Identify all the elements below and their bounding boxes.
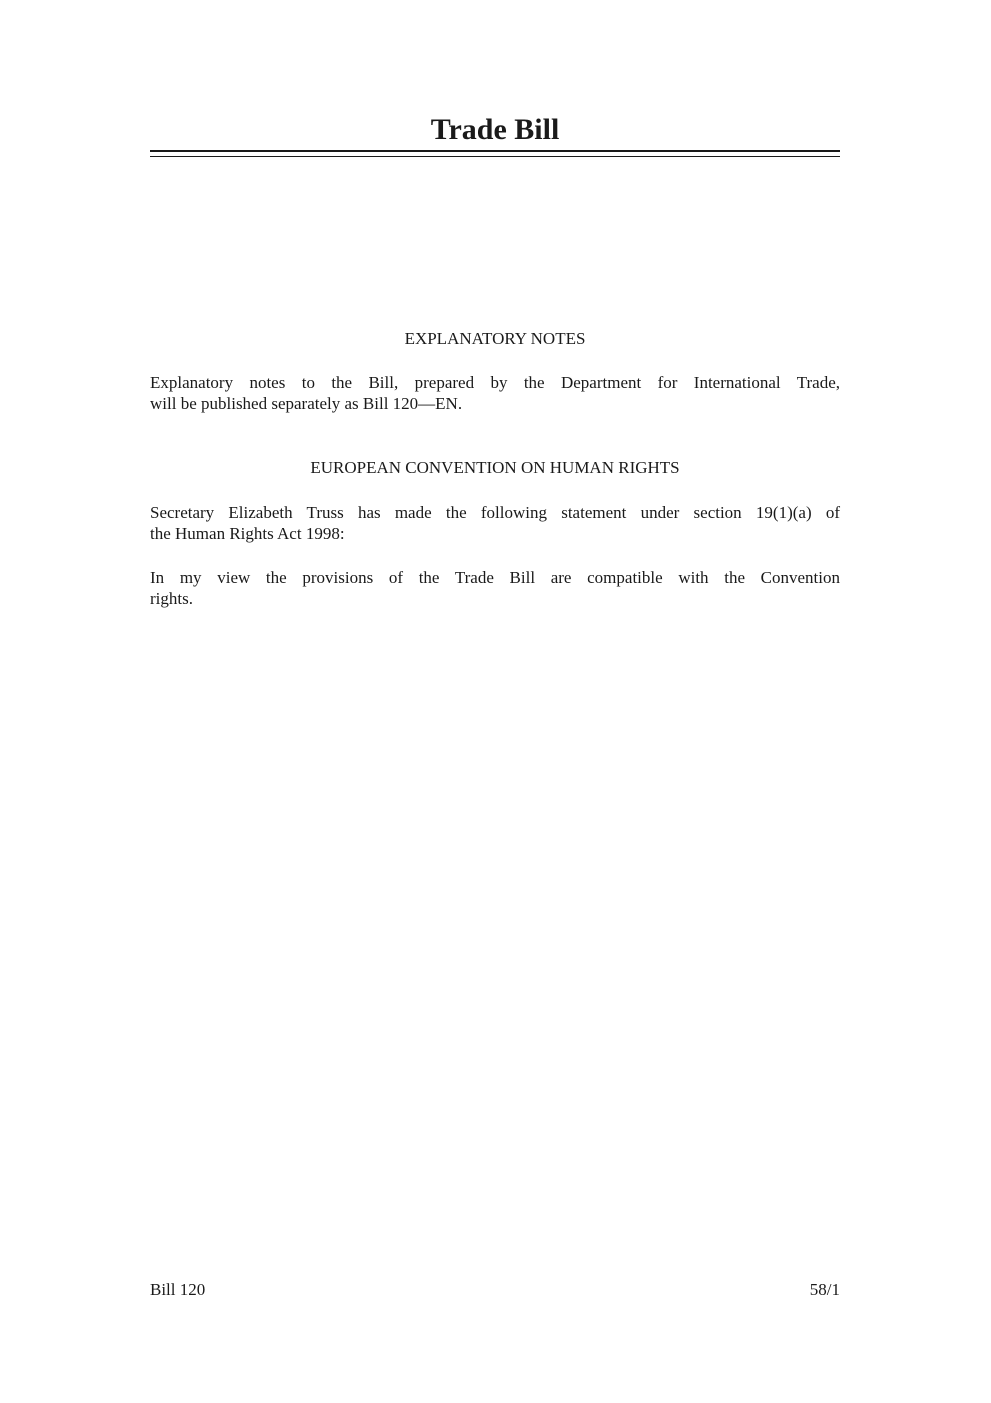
title-double-rule bbox=[150, 150, 840, 157]
footer-bill-number: Bill 120 bbox=[150, 1280, 206, 1299]
paragraph-line: the Human Rights Act 1998: bbox=[150, 524, 345, 543]
statement-intro-paragraph bbox=[150, 502, 840, 544]
document-title: Trade Bill bbox=[430, 113, 560, 146]
footer-print-reference: 58/1 bbox=[809, 1280, 840, 1299]
paragraph-line: Secretary Elizabeth Truss has made the following statement under section 19(1)(a) of bbox=[150, 503, 840, 522]
section-heading-explanatory-notes: EXPLANATORY NOTES bbox=[404, 329, 586, 348]
paragraph-line: Explanatory notes to the Bill, prepared by the Department for International Trade, bbox=[150, 373, 840, 392]
explanatory-notes-paragraph bbox=[150, 372, 840, 414]
section-heading-echr: EUROPEAN CONVENTION ON HUMAN RIGHTS bbox=[310, 458, 680, 477]
paragraph-line: rights. bbox=[150, 589, 193, 608]
paragraph-line: In my view the provisions of the Trade Bill are compatible with the Convention bbox=[150, 568, 840, 587]
compatibility-statement-paragraph bbox=[150, 567, 840, 609]
paragraph-line: will be published separately as Bill 120—EN. bbox=[150, 394, 463, 413]
